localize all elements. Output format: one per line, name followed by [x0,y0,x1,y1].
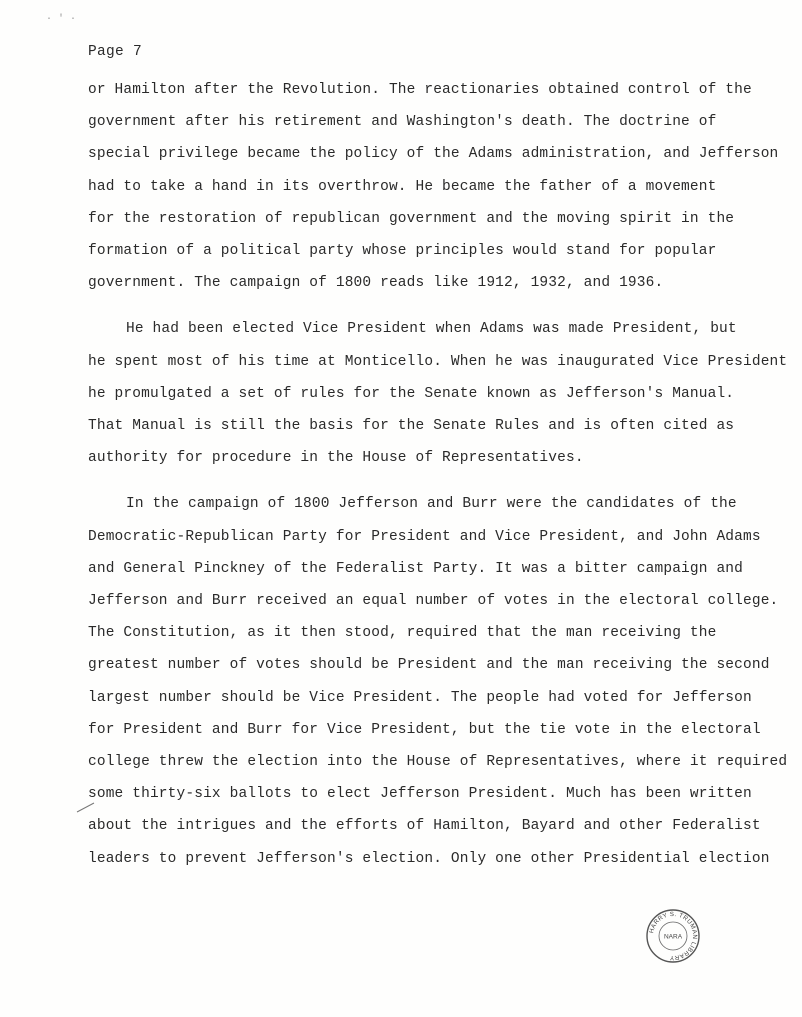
text-line: That Manual is still the basis for the Senate Rules and is often cited as [88,418,735,435]
text-line: He had been elected Vice President when Adams was made President, but [126,321,737,338]
text-line: In the campaign of 1800 Jefferson and Burr were the candidates of the [126,496,737,513]
text-line: Democratic-Republican Party for President and Vice President, and John Adams [88,528,761,545]
paragraph-2 [88,313,788,474]
text-line: some thirty-six ballots to elect Jefferson President. Much has been written [88,786,752,803]
body-text [88,74,788,875]
scan-marks: · ' · [46,14,77,25]
text-line: about the intrigues and the efforts of Hamilton, Bayard and other Federalist [88,818,761,835]
library-stamp-icon [645,908,701,964]
text-line: college threw the election into the House of Representatives, where it required [88,754,788,771]
svg-text:HARRY S. TRUMAN LIBRARY: HARRY S. TRUMAN LIBRARY [648,910,699,962]
svg-text:NARA: NARA [663,933,683,941]
pen-mark-icon [76,801,96,813]
text-line: Jefferson and Burr received an equal number of votes in the electoral college. [88,593,779,610]
text-line: for President and Burr for Vice President, but the tie vote in the electoral [88,721,761,738]
text-line: he spent most of his time at Monticello. When he was inaugurated Vice President [88,353,788,370]
page-number: Page 7 [88,44,143,60]
text-line: leaders to prevent Jefferson's election. Only one other Presidential election [88,850,770,867]
text-line: for the restoration of republican government and the moving spirit in the [88,210,735,227]
text-line: authority for procedure in the House of Representatives. [88,450,584,467]
text-line: government after his retirement and Washington's death. The doctrine of [88,114,717,131]
text-line: largest number should be Vice President. The people had voted for Jefferson [88,689,752,706]
paragraph-3 [88,488,788,874]
text-line: greatest number of votes should be President and the man receiving the second [88,657,770,674]
text-line: or Hamilton after the Revolution. The reactionaries obtained control of the [88,82,752,98]
text-line: government. The campaign of 1800 reads like 1912, 1932, and 1936. [88,275,664,292]
text-line: and General Pinckney of the Federalist Party. It was a bitter campaign and [88,560,744,577]
text-line: formation of a political party whose principles would stand for popular [88,243,717,260]
paragraph-1 [88,74,779,299]
text-line: The Constitution, as it then stood, required that the man receiving the [88,625,717,642]
text-line: had to take a hand in its overthrow. He became the father of a movement [88,178,717,195]
text-line: special privilege became the policy of the Adams administration, and Jefferson [88,146,779,163]
text-line: he promulgated a set of rules for the Senate known as Jefferson's Manual. [88,385,735,402]
